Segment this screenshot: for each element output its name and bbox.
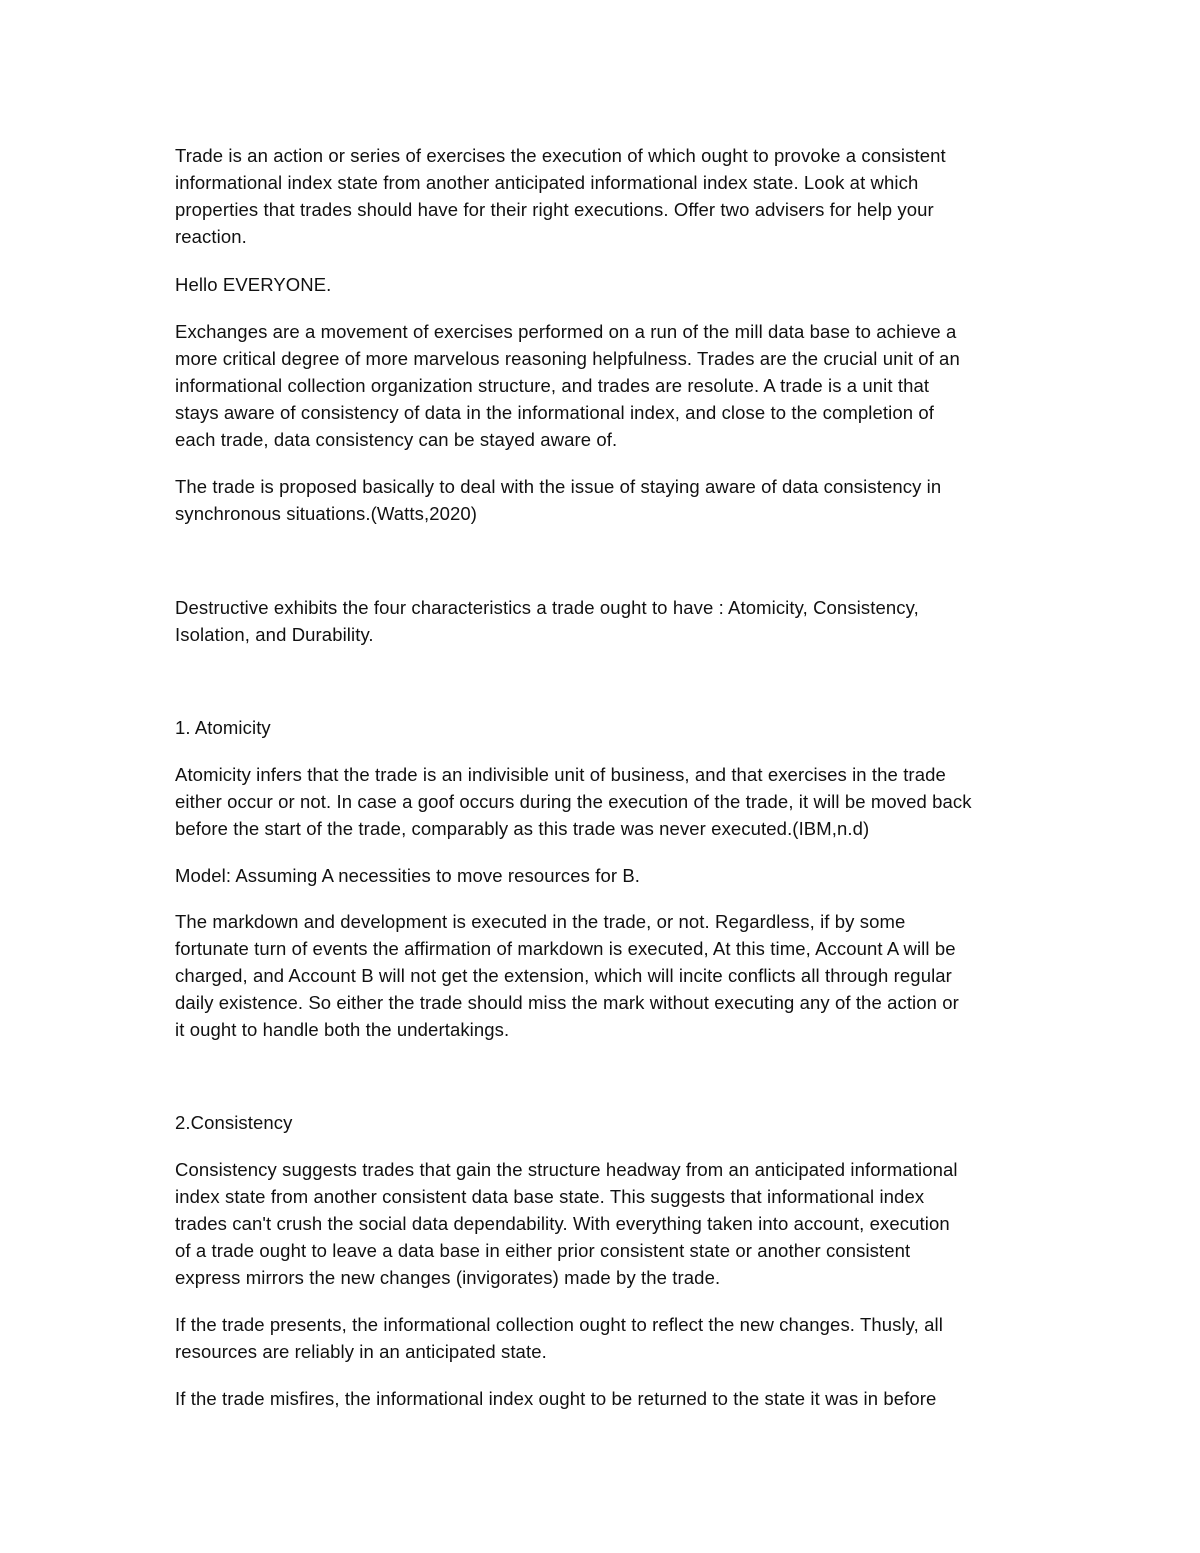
section-heading: 1. Atomicity (175, 717, 271, 738)
text-line: synchronous situations.(Watts,2020) (175, 503, 478, 524)
text-line: stays aware of consistency of data in the informational index, and close to the completion of (175, 402, 934, 423)
text-line: Atomicity infers that the trade is an indivisible unit of business, and that exercises in the trade (175, 764, 946, 785)
text-line: informational index state from another anticipated informational index state. Look at which (175, 172, 919, 193)
text-line: Consistency suggests trades that gain the structure headway from an anticipated informational (175, 1159, 958, 1180)
text-line: trades can't crush the social data dependability. With everything taken into account, execution (175, 1213, 950, 1234)
text-line: Trade is an action or series of exercises the execution of which ought to provoke a consistent (175, 145, 946, 166)
text-line: Isolation, and Durability. (175, 624, 374, 645)
text-line: reaction. (175, 226, 247, 247)
text-line: index state from another consistent data base state. This suggests that informational index (175, 1186, 925, 1207)
text-line: charged, and Account B will not get the extension, which will incite conflicts all through regular (175, 965, 952, 986)
text-line: Destructive exhibits the four characteristics a trade ought to have : Atomicity, Consistency, (175, 597, 919, 618)
text-line: before the start of the trade, comparably as this trade was never executed.(IBM,n.d) (175, 818, 870, 839)
text-line: daily existence. So either the trade should miss the mark without executing any of the action or (175, 992, 959, 1013)
text-line: If the trade presents, the informational collection ought to reflect the new changes. Thusly, all (175, 1314, 943, 1335)
text-line: of a trade ought to leave a data base in either prior consistent state or another consistent (175, 1240, 911, 1261)
text-line: The trade is proposed basically to deal with the issue of staying aware of data consistency in (175, 476, 942, 497)
text-line: The markdown and development is executed in the trade, or not. Regardless, if by some (175, 911, 906, 932)
text-line: informational collection organization structure, and trades are resolute. A trade is a unit that (175, 375, 930, 396)
section-heading: 2.Consistency (175, 1112, 293, 1133)
text-line: Model: Assuming A necessities to move resources for B. (175, 865, 641, 886)
text-line: properties that trades should have for their right executions. Offer two advisers for help your (175, 199, 934, 220)
greeting: Hello EVERYONE. (175, 274, 332, 295)
text-line: Exchanges are a movement of exercises performed on a run of the mill data base to achieve a (175, 321, 957, 342)
text-line: more critical degree of more marvelous reasoning helpfulness. Trades are the crucial unit of an (175, 348, 960, 369)
text-line: it ought to handle both the undertakings. (175, 1019, 510, 1040)
text-line: resources are reliably in an anticipated state. (175, 1341, 547, 1362)
text-line: If the trade misfires, the informational index ought to be returned to the state it was in before (175, 1388, 937, 1409)
text-line: fortunate turn of events the affirmation of markdown is executed, At this time, Account A will be (175, 938, 956, 959)
text-line: each trade, data consistency can be stayed aware of. (175, 429, 618, 450)
text-line: express mirrors the new changes (invigorates) made by the trade. (175, 1267, 721, 1288)
text-line: either occur or not. In case a goof occurs during the execution of the trade, it will be moved back (175, 791, 972, 812)
